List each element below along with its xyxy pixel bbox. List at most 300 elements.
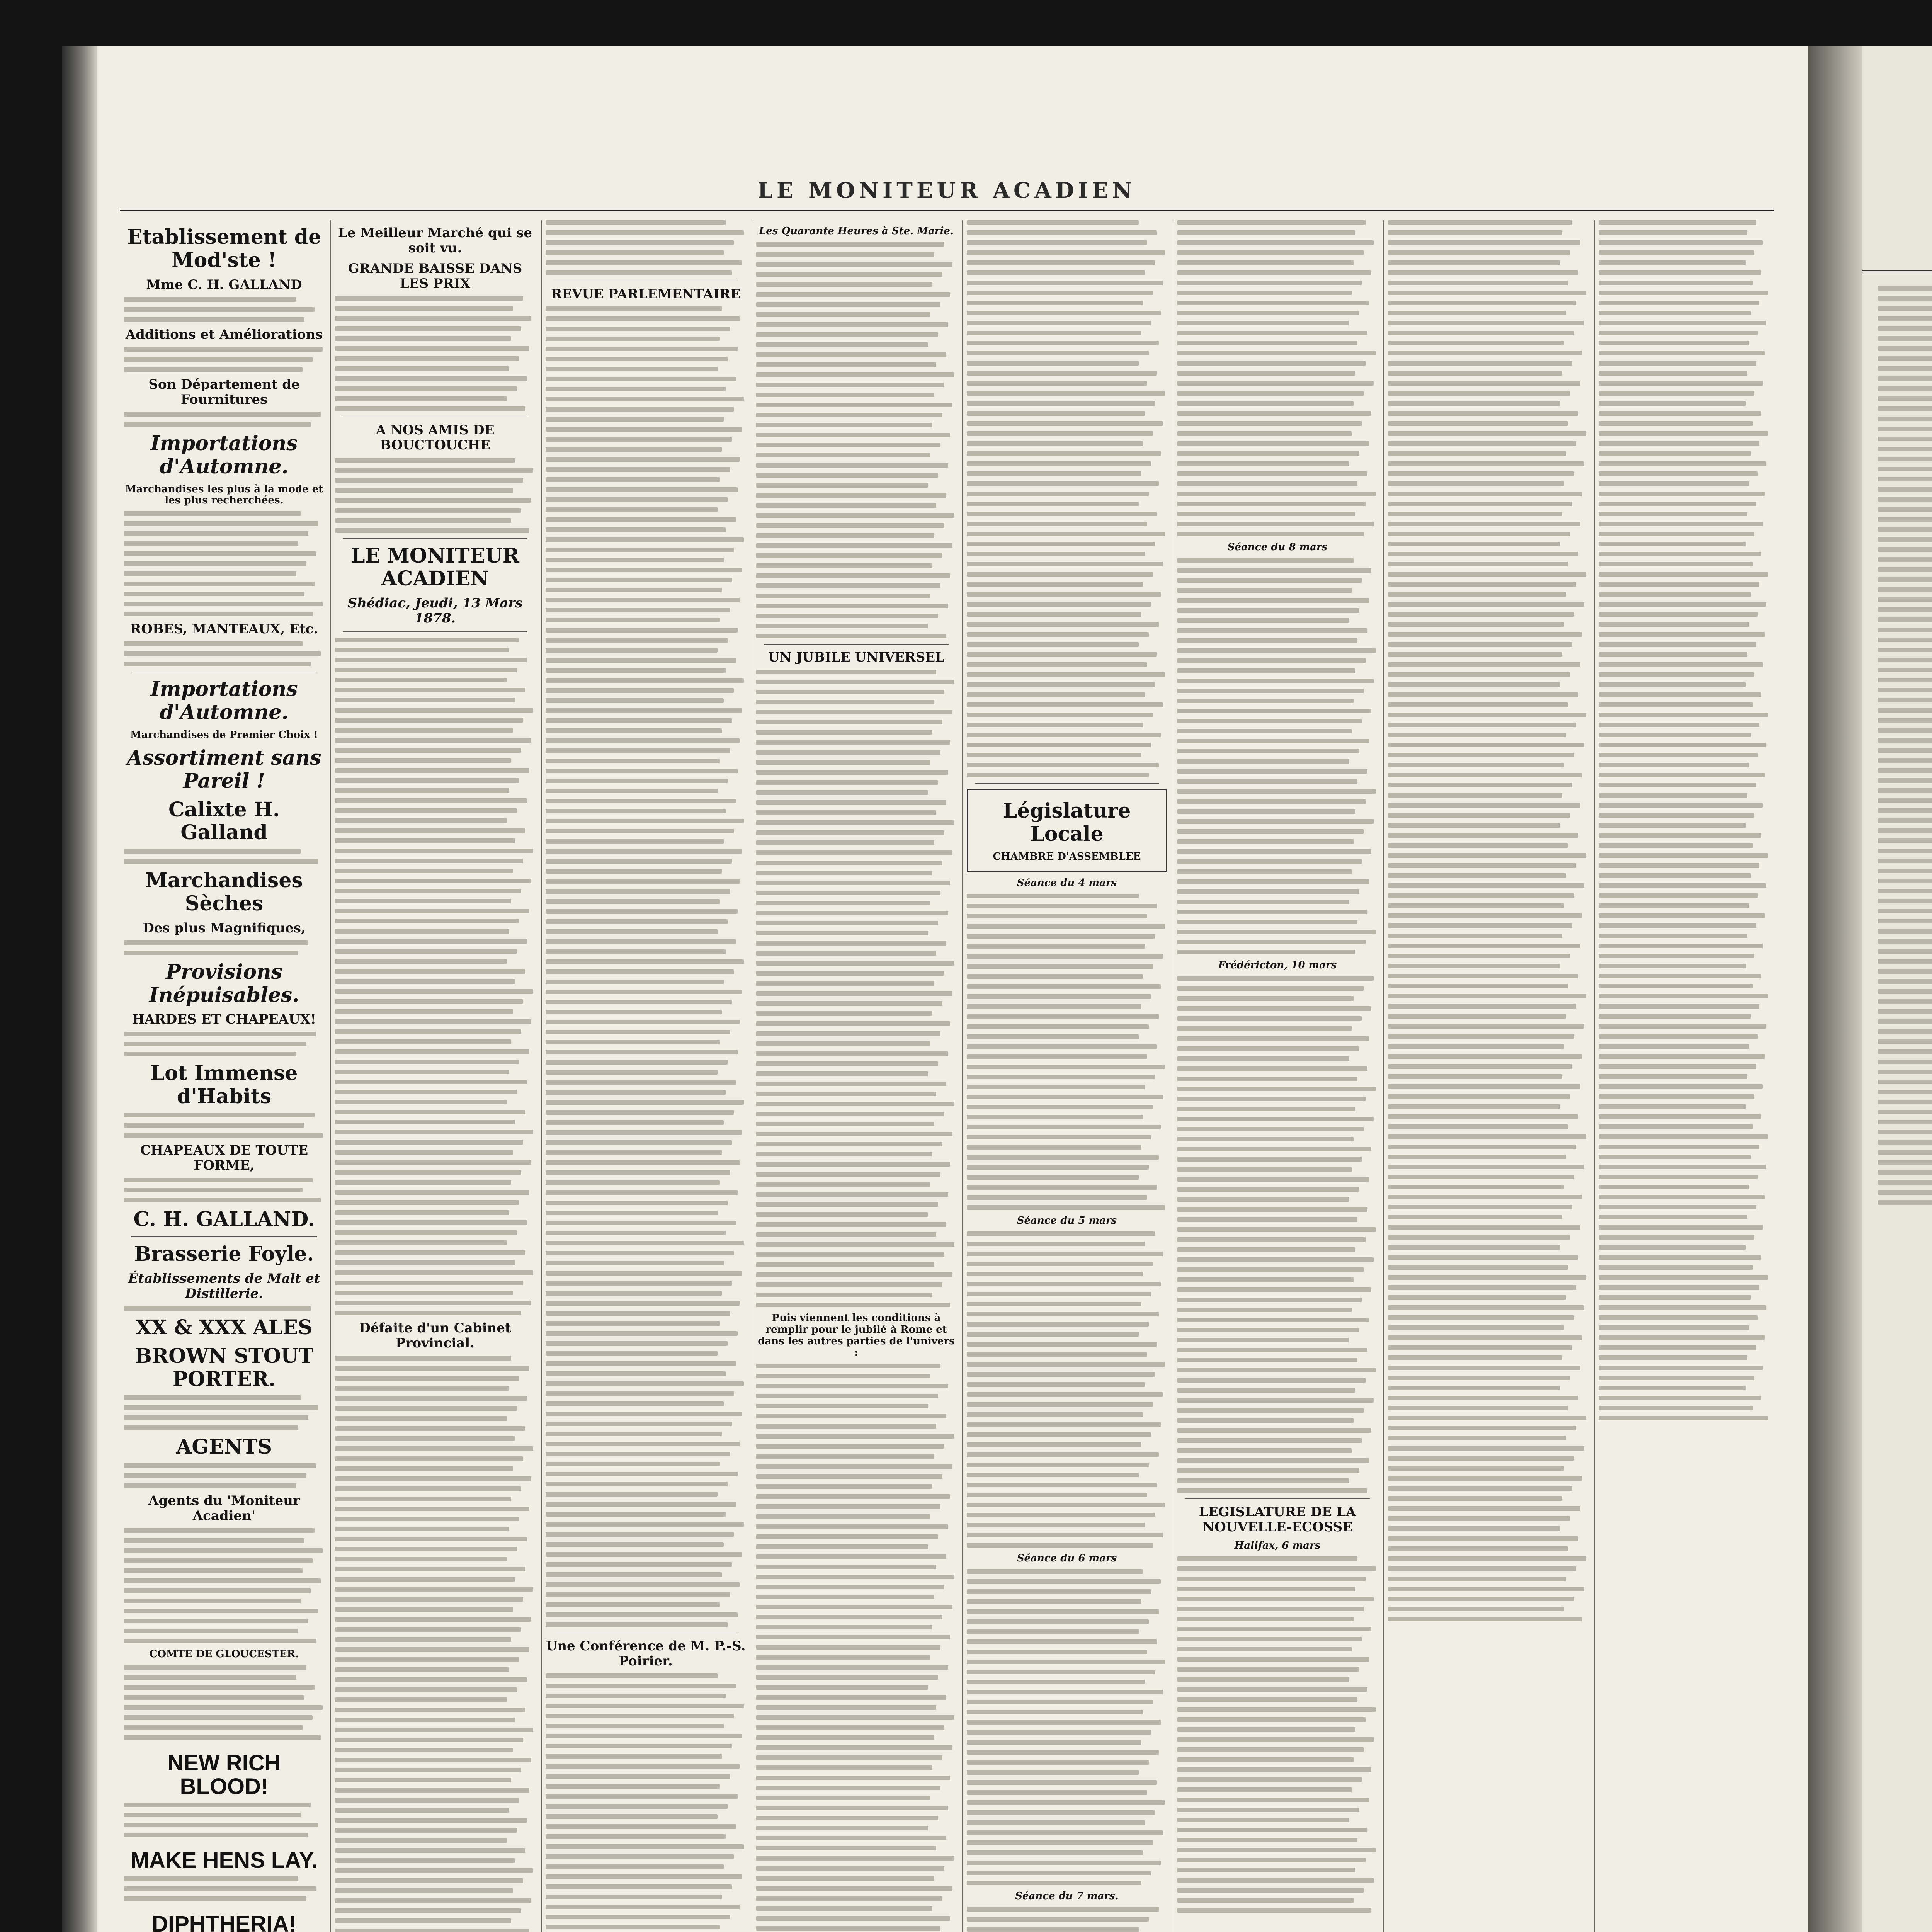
text-line: [1388, 1486, 1572, 1491]
text-line: [335, 1486, 521, 1491]
text-line: [1599, 1124, 1753, 1129]
text-line: [1599, 582, 1759, 587]
text-line: [1878, 909, 1932, 913]
divider: [343, 538, 527, 539]
text-line: [546, 1050, 738, 1054]
text-line: [1177, 1556, 1357, 1561]
column-7: [1383, 220, 1592, 1932]
text-line: [1878, 437, 1932, 441]
text-line: [546, 1895, 722, 1899]
text-line: [124, 1639, 316, 1643]
text-line: [335, 1637, 511, 1642]
text-line: [756, 413, 942, 417]
text-line: [546, 1140, 732, 1145]
text-line: [124, 1675, 296, 1680]
section-heading: Les Quarante Heures à Ste. Marie.: [759, 225, 954, 237]
text-line: [1878, 718, 1932, 723]
text-line: [967, 1927, 1139, 1932]
text-line: [756, 302, 940, 307]
text-line: [1388, 793, 1562, 798]
text-line: [546, 688, 734, 693]
text-line: [1177, 849, 1371, 854]
text-line: [124, 651, 321, 656]
text-line: [967, 1004, 1141, 1009]
text-line: [124, 1665, 306, 1670]
text-line: [756, 1454, 934, 1459]
text-line: [1177, 1267, 1364, 1272]
text-line: [335, 1918, 511, 1923]
text-line: [546, 779, 728, 783]
text-line: [1388, 351, 1582, 355]
text-line: [967, 1312, 1159, 1316]
text-line: [756, 1554, 946, 1559]
text-line: [1177, 699, 1354, 703]
text-line: [967, 1195, 1147, 1200]
text-line: [756, 1021, 950, 1026]
text-line: [124, 1715, 313, 1720]
text-line: [1388, 552, 1578, 556]
text-line: [1177, 658, 1366, 663]
text-line: [1878, 1150, 1932, 1155]
ad-heading: Marchandises Sèches: [145, 869, 303, 915]
text-line: [967, 411, 1145, 416]
text-line: [1599, 632, 1765, 637]
facing-column-1: [1874, 286, 1932, 1932]
ad-heading: Marchandises de Premier Choix !: [130, 729, 318, 741]
text-line: [756, 1132, 952, 1136]
text-line: [335, 648, 509, 652]
text-line: [1388, 1235, 1570, 1240]
text-line: [1599, 1165, 1766, 1169]
text-line: [335, 939, 527, 944]
text-line: [546, 1492, 718, 1497]
text-line: [546, 1291, 722, 1296]
divider: [1185, 1498, 1370, 1499]
text-line: [124, 1578, 321, 1583]
text-line: [1388, 954, 1570, 958]
text-line: [1599, 1225, 1763, 1230]
text-line: [546, 337, 720, 341]
text-line: [756, 1705, 936, 1710]
text-line: [546, 608, 730, 612]
text-line: [967, 934, 1155, 939]
text-line: [756, 1282, 942, 1287]
text-line: [335, 1858, 515, 1863]
text-line: [546, 527, 726, 532]
text-line: [124, 297, 296, 302]
text-line: [967, 662, 1147, 667]
text-line: [335, 1718, 515, 1722]
text-line: [1177, 1757, 1354, 1762]
text-line: [756, 282, 932, 287]
text-line: [1878, 939, 1932, 944]
text-line: [1177, 1006, 1371, 1011]
text-line: [1599, 753, 1758, 757]
text-line: [967, 1452, 1159, 1457]
text-line: [1878, 1170, 1932, 1175]
text-line: [1388, 702, 1568, 707]
text-line: [124, 951, 298, 955]
text-line: [967, 964, 1153, 969]
text-line: [967, 733, 1161, 737]
text-line: [1177, 391, 1364, 396]
text-line: [335, 386, 517, 391]
text-line: [1177, 809, 1355, 814]
text-line: [967, 642, 1139, 647]
text-line: [335, 1416, 507, 1421]
ad-heading: NEW RICH BLOOD!: [167, 1750, 281, 1799]
text-line: [1388, 913, 1582, 918]
text-line: [756, 1635, 950, 1639]
text-line: [1599, 1024, 1766, 1029]
text-line: [335, 899, 511, 903]
text-line: [124, 1306, 311, 1311]
text-line: [1388, 1245, 1560, 1250]
text-line: [1177, 799, 1366, 804]
page-title: LE MONITEUR ACADIEN: [757, 178, 1136, 203]
text-line: [1388, 1376, 1570, 1380]
text-line: [756, 573, 950, 578]
text-line: [1177, 1298, 1362, 1302]
text-line: [756, 1364, 940, 1368]
text-line: [1878, 1140, 1932, 1145]
text-line: [1599, 1074, 1747, 1079]
text-line: [1599, 954, 1754, 958]
text-line: [1388, 301, 1576, 305]
text-line: [967, 291, 1153, 295]
text-line: [1878, 979, 1932, 984]
text-line: [124, 1803, 311, 1807]
text-line: [1388, 512, 1562, 516]
text-line: [967, 301, 1143, 305]
text-line: [1878, 557, 1932, 562]
text-line: [1177, 749, 1359, 753]
text-line: [546, 1734, 742, 1738]
text-line: [1177, 1607, 1364, 1611]
text-line: [1177, 568, 1371, 573]
text-line: [1177, 608, 1359, 613]
text-line: [335, 1607, 513, 1612]
text-line: [1388, 270, 1578, 275]
text-line: [756, 1585, 944, 1589]
text-line: [756, 1605, 952, 1609]
text-line: [1878, 587, 1932, 592]
text-line: [1599, 1064, 1756, 1069]
dateline: Séance du 6 mars: [1017, 1553, 1117, 1565]
text-line: [967, 1282, 1161, 1286]
text-line: [1177, 588, 1352, 593]
text-line: [1388, 1145, 1576, 1149]
column-4: [752, 220, 960, 1932]
text-line: [546, 1844, 744, 1849]
text-line: [1388, 1044, 1564, 1049]
text-line: [967, 1690, 1163, 1694]
text-line: [124, 1473, 306, 1478]
text-line: [967, 260, 1155, 265]
text-line: [756, 891, 940, 895]
text-line: [1177, 1056, 1349, 1061]
text-line: [1388, 1054, 1582, 1059]
text-line: [1599, 803, 1763, 808]
text-line: [1388, 240, 1580, 245]
text-line: [124, 592, 304, 596]
text-line: [756, 1001, 942, 1006]
text-line: [546, 1704, 744, 1708]
text-line: [967, 281, 1163, 285]
text-line: [756, 1826, 928, 1830]
text-line: [756, 403, 952, 407]
text-line: [1878, 356, 1932, 361]
text-line: [1177, 311, 1359, 315]
text-line: [546, 1150, 722, 1155]
text-line: [1388, 1155, 1566, 1159]
text-line: [967, 371, 1157, 376]
text-line: [756, 1464, 952, 1469]
text-line: [1388, 1295, 1566, 1300]
text-line: [124, 1123, 304, 1128]
text-line: [335, 346, 529, 351]
text-line: [1177, 1438, 1362, 1443]
text-line: [1177, 1787, 1352, 1792]
text-line: [967, 602, 1151, 607]
text-line: [335, 919, 519, 923]
text-line: [1177, 986, 1364, 991]
text-line: [1878, 808, 1932, 813]
text-line: [1599, 783, 1756, 787]
text-line: [1177, 1868, 1355, 1872]
text-line: [1599, 512, 1747, 516]
text-line: [1878, 1130, 1932, 1134]
text-line: [546, 1040, 720, 1044]
text-line: [546, 1442, 740, 1446]
text-line: [546, 1612, 738, 1617]
text-line: [756, 1474, 942, 1479]
text-line: [967, 572, 1153, 577]
text-line: [1878, 658, 1932, 662]
text-line: [546, 1804, 728, 1809]
text-line: [335, 478, 523, 483]
text-line: [124, 1425, 298, 1430]
text-line: [1388, 1386, 1560, 1390]
text-line: [1388, 230, 1562, 235]
text-line: [967, 1730, 1151, 1735]
text-line: [1388, 632, 1582, 637]
text-line: [124, 551, 316, 556]
text-line: [967, 250, 1165, 255]
text-line: [335, 879, 531, 883]
text-line: [1388, 481, 1564, 486]
text-line: [546, 1391, 734, 1396]
text-line: [1388, 1607, 1564, 1611]
column-3: [541, 220, 750, 1932]
text-line: [546, 537, 744, 542]
text-line: [1177, 1378, 1366, 1383]
text-line: [546, 1341, 728, 1346]
text-line: [1599, 1054, 1765, 1059]
text-line: [335, 1647, 529, 1652]
text-line: [1599, 1386, 1746, 1390]
text-line: [335, 1311, 521, 1315]
text-line: [1388, 1175, 1574, 1179]
text-line: [124, 317, 304, 322]
text-line: [335, 1446, 533, 1451]
text-line: [1177, 1458, 1369, 1463]
text-line: [756, 1926, 940, 1931]
text-line: [1599, 492, 1765, 496]
text-line: [124, 1609, 318, 1613]
text-line: [1599, 481, 1749, 486]
text-line: [1599, 230, 1747, 235]
text-line: [1177, 648, 1376, 653]
text-line: [1177, 1448, 1352, 1453]
text-line: [756, 372, 954, 377]
text-line: [1878, 1009, 1932, 1014]
text-line: [967, 763, 1159, 767]
text-line: [335, 718, 523, 723]
text-line: [967, 1700, 1153, 1704]
text-line: [124, 561, 306, 566]
text-line: [1388, 572, 1586, 577]
text-line: [1599, 823, 1746, 828]
text-line: [1878, 849, 1932, 853]
text-line: [335, 1808, 509, 1813]
text-line: [1177, 779, 1357, 784]
text-line: [546, 1190, 738, 1195]
text-line: [335, 1677, 527, 1682]
text-line: [967, 1115, 1143, 1119]
text-line: [756, 820, 954, 825]
text-line: [1599, 1014, 1751, 1019]
text-line: [1599, 863, 1759, 868]
text-line: [967, 431, 1153, 436]
text-line: [546, 648, 718, 653]
text-line: [335, 708, 533, 713]
text-line: [335, 1100, 507, 1104]
text-line: [756, 1675, 938, 1680]
text-line: [1599, 883, 1766, 888]
text-line: [756, 690, 944, 694]
text-line: [1599, 1295, 1751, 1300]
text-line: [756, 1394, 938, 1398]
text-line: [1599, 522, 1763, 526]
text-line: [1388, 451, 1566, 456]
text-line: [1599, 592, 1751, 597]
text-line: [1177, 1717, 1366, 1722]
text-line: [1388, 723, 1576, 727]
column-5: [962, 220, 1171, 1932]
text-line: [335, 758, 511, 763]
text-line: [1388, 220, 1572, 225]
text-line: [1599, 361, 1756, 366]
text-line: [967, 230, 1157, 235]
dateline: Halifax, 6 mars: [1234, 1539, 1321, 1551]
text-line: [1177, 709, 1371, 713]
text-line: [335, 1537, 527, 1541]
text-line: [1388, 974, 1578, 978]
text-line: [335, 1818, 527, 1823]
text-line: [756, 1906, 932, 1911]
text-line: [1599, 1396, 1761, 1400]
text-line: [1599, 873, 1751, 878]
section-heading: REVUE PARLEMENTAIRE: [551, 286, 741, 302]
text-line: [1388, 1225, 1580, 1230]
text-line: [1599, 311, 1751, 315]
text-line: [756, 931, 928, 935]
text-line: [1388, 592, 1566, 597]
text-line: [546, 397, 744, 401]
text-line: [1177, 1777, 1362, 1782]
text-line: [546, 250, 724, 255]
text-line: [756, 1685, 928, 1690]
text-line: [967, 451, 1161, 456]
text-line: [546, 929, 718, 934]
text-line: [335, 508, 521, 513]
text-line: [1177, 1197, 1349, 1202]
text-line: [1388, 823, 1560, 828]
text-line: [967, 582, 1143, 587]
text-line: [967, 1639, 1157, 1644]
text-line: [756, 1715, 954, 1720]
text-line: [546, 447, 722, 452]
ad-heading: Son Département de Fournitures: [148, 376, 300, 407]
text-line: [1177, 1647, 1352, 1651]
text-line: [756, 680, 954, 684]
text-line: [1878, 708, 1932, 713]
text-line: [335, 678, 507, 682]
text-line: [1388, 1536, 1578, 1541]
text-line: [1388, 883, 1584, 888]
text-line: [1599, 793, 1747, 798]
text-line: [1177, 719, 1362, 723]
text-line: [1177, 321, 1349, 325]
text-line: [756, 1384, 948, 1388]
text-line: [1599, 461, 1766, 466]
text-line: [546, 1381, 744, 1386]
text-line: [1599, 733, 1751, 737]
text-line: [1177, 1657, 1369, 1662]
text-line: [1388, 260, 1560, 265]
text-line: [1177, 1577, 1366, 1581]
text-line: [124, 1052, 296, 1056]
ad-heading: CHAPEAUX DE TOUTE FORME,: [140, 1143, 308, 1173]
text-line: [124, 582, 315, 586]
text-line: [546, 1412, 742, 1416]
text-line: [1388, 1215, 1562, 1219]
text-line: [967, 1881, 1141, 1885]
text-line: [1599, 1004, 1759, 1009]
text-line: [1177, 1597, 1374, 1601]
text-line: [1388, 753, 1574, 757]
text-line: [546, 327, 730, 331]
text-line: [335, 1406, 517, 1411]
text-line: [1599, 1285, 1759, 1290]
text-line: [1388, 411, 1578, 416]
text-line: [1388, 1436, 1566, 1440]
text-line: [1177, 920, 1357, 924]
text-line: [1388, 1064, 1572, 1069]
text-line: [967, 391, 1165, 396]
text-line: [967, 1513, 1155, 1517]
text-line: [967, 532, 1165, 536]
text-line: [1388, 1446, 1584, 1451]
text-line: [1388, 743, 1584, 747]
text-line: [546, 1180, 720, 1185]
ad-heading: HARDES ET CHAPEAUX!: [132, 1012, 316, 1027]
text-line: [1388, 391, 1570, 396]
masthead: [120, 174, 1774, 211]
text-line: [756, 1856, 954, 1861]
text-line: [335, 1888, 513, 1893]
